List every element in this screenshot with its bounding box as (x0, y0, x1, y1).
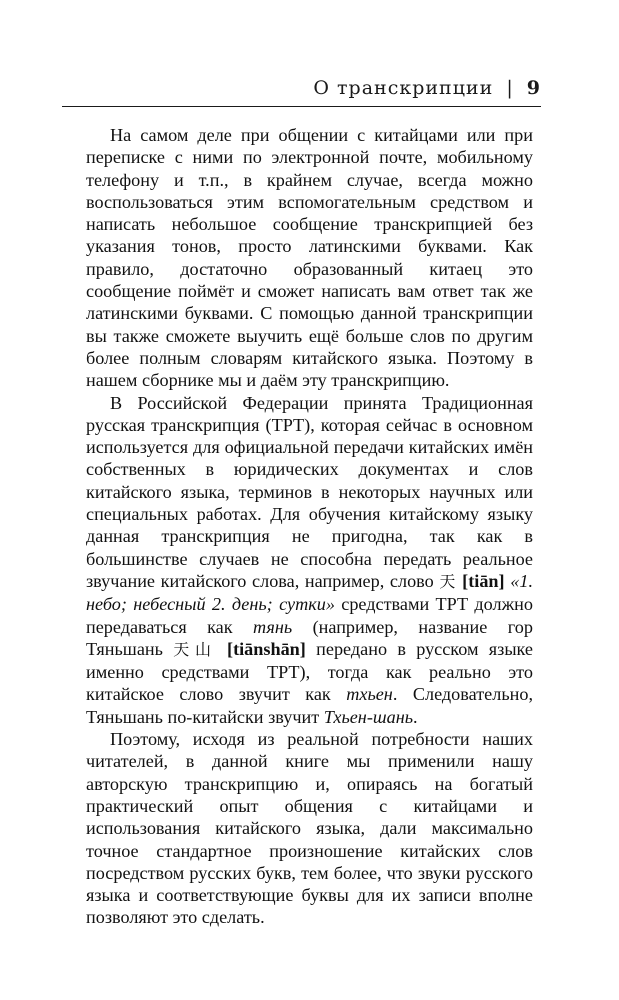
paragraph-3: Поэтому, исходя из реальной потребности наших читателей, в данной книге мы применили нашу авторскую транскрипцию и, опираясь на богатый практический опыт общения с китайцами и использования китайского языка, дали максимально точное стандартное произношение китайских слов посредством русских букв, тем более, что звуки русского языка и соответствующие буквы для их записи вполне позволяют это сделать. (86, 729, 533, 928)
body-text (86, 124, 533, 929)
p2-text-1: В Российской Федерации принята Традиционная русская транскрипция (ТРТ), которая сейчас в основном используется для официальной передачи китайских имён собственных в юридических документах и слов китайского языка, терминов в некоторых научных или специальных работах. Для обучения китайскому языку данная транскрипция не пригодна, так как в большинстве случаев не способна передать реальное звучание китайского слова, например, слово (86, 392, 533, 591)
gloss-tian: «1. небо; небесный 2. день; сутки» (86, 570, 534, 615)
page-number: 9 (526, 77, 541, 99)
hanzi-tianshan: 天山 (173, 639, 217, 659)
p2-text-5: . Следовательно, Тяньшань по-китайски звучит (86, 684, 533, 727)
hanzi-tian: 天 (439, 571, 457, 591)
trt-tyan: тянь (253, 616, 293, 637)
pinyin-tian: [tiān] (462, 570, 505, 591)
real-thyen: тхьен (346, 684, 393, 705)
header-separator: | (506, 77, 514, 99)
p2-text-6: . (413, 706, 418, 727)
pinyin-tianshan: [tiānshān] (227, 638, 306, 659)
paragraph-1: На самом деле при общении с китайцами или при переписке с ними по электронной почте, мобильному телефону и т.п., в крайнем случае, всегда можно воспользоваться этим вспомогательным средством и написать небольшое сообщение транскрипцией без указания тонов, просто латинскими буквами. Как правило, достаточно образованный китаец это сообщение поймёт и сможет написать вам ответ так же латинскими буквами. С помощью данной транскрипции вы также сможете выучить ещё больше слов по другим более полным словарям китайского языка. Поэтому в нашем сборнике мы и даём эту транскрипцию. (86, 125, 533, 391)
p2-text-2: средствами ТРТ должно передаваться как (86, 594, 533, 637)
p2-text-4: передано в русском языке именно средствами ТРТ), тогда как реально это китайское слово звучит как (86, 638, 533, 705)
running-header (62, 77, 541, 105)
real-thyen-shan: Тхьен-шань (323, 706, 414, 727)
header-rule (62, 106, 541, 107)
p2-text-3: (например, название гор Тяньшань (86, 616, 533, 659)
chapter-title: О транскрипции (313, 77, 494, 99)
paragraph-2 (86, 392, 533, 728)
